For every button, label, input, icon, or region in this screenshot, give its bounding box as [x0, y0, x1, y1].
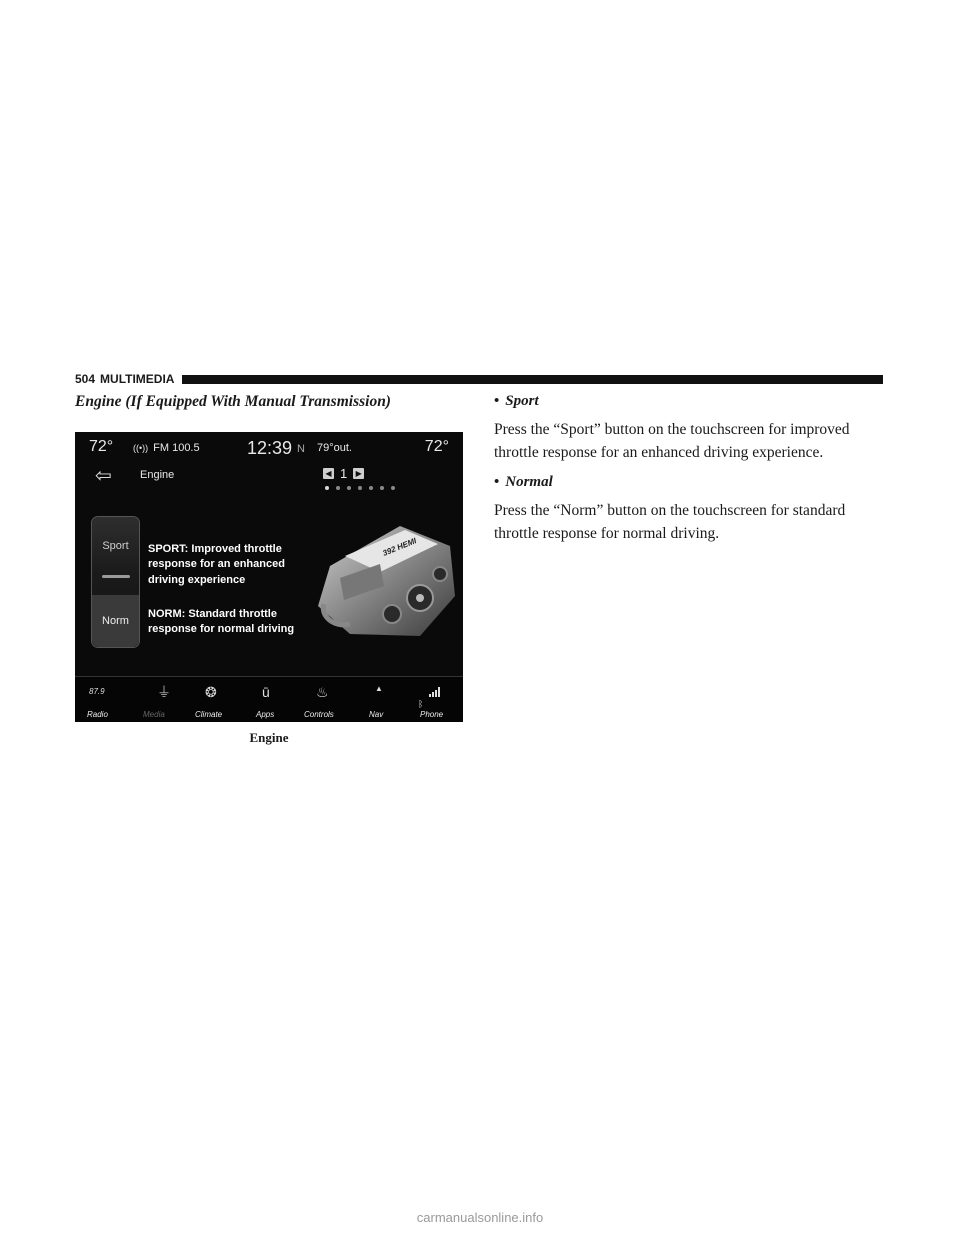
section-heading: Engine (If Equipped With Manual Transmission) — [75, 393, 391, 410]
controls-icon[interactable]: ♨ — [316, 684, 329, 700]
pager — [323, 466, 364, 481]
section-title: MULTIMEDIA — [100, 372, 175, 386]
page-dot — [369, 486, 373, 490]
signal-icon — [429, 687, 440, 697]
prev-page-icon[interactable]: ◀ — [323, 468, 334, 479]
bluetooth-icon: ᛒ — [418, 699, 424, 709]
radio-station: FM 100.5 — [153, 442, 200, 454]
compass: N — [297, 443, 305, 455]
page-dot — [325, 486, 329, 490]
dock-controls-label[interactable]: Controls — [304, 710, 334, 719]
bullet-normal: • Normal — [494, 474, 553, 490]
sport-norm-toggle[interactable] — [91, 516, 140, 648]
sport-button[interactable]: Sport — [92, 517, 139, 575]
page-header — [75, 372, 883, 386]
norm-description: NORM: Standard throttle response for normal driving — [148, 608, 295, 636]
bullet-normal-label: Normal — [505, 474, 553, 490]
page-dot — [358, 486, 362, 490]
engine-badge: 392 HEMI — [381, 536, 418, 558]
passenger-temp: 72° — [424, 438, 449, 455]
page-dot — [391, 486, 395, 490]
dock-nav-label[interactable]: Nav — [369, 710, 384, 719]
antenna-icon: ((•)) — [133, 443, 149, 453]
dock-climate-label[interactable]: Climate — [195, 710, 223, 719]
usb-icon[interactable]: ⏚ — [157, 684, 171, 700]
page-dot — [380, 486, 384, 490]
radio-indicator — [133, 442, 200, 454]
clock: 12:39 — [247, 438, 293, 458]
dock-phone-label[interactable]: Phone — [420, 710, 444, 719]
toggle-indicator — [102, 575, 130, 578]
apps-icon[interactable]: ū — [262, 684, 270, 700]
sport-paragraph: Press the “Sport” button on the touchscreen for improved throttle response for an enhanced driving experience. — [494, 421, 850, 461]
bullet-sport: • Sport — [494, 393, 539, 409]
back-arrow-icon[interactable]: ⇦ — [95, 465, 112, 487]
nav-icon[interactable]: ▲ — [375, 684, 383, 693]
climate-icon[interactable]: ❂ — [205, 684, 217, 700]
page-indicator: 1 — [340, 466, 348, 481]
page-dot — [336, 486, 340, 490]
sport-description: SPORT: Improved throttle response for an enhanced driving experience — [148, 543, 285, 586]
figure-caption: Engine — [249, 730, 289, 745]
right-column — [494, 393, 884, 555]
page-number: 504 — [75, 372, 96, 386]
bullet-sport-label: Sport — [505, 393, 539, 409]
radio-frequency: 87.9 — [89, 687, 105, 696]
touchscreen-figure — [75, 432, 463, 722]
outside-temp: 79°out. — [317, 442, 352, 454]
engine-image — [310, 516, 460, 644]
page-dots — [325, 486, 395, 490]
driver-temp: 72° — [89, 438, 114, 455]
watermark[interactable]: carmanualsonline.info — [416, 1210, 544, 1225]
bottom-dock — [75, 676, 463, 722]
dock-apps-label[interactable]: Apps — [256, 710, 275, 719]
dock-media-label[interactable]: Media — [143, 710, 165, 719]
next-page-icon[interactable]: ▶ — [353, 468, 364, 479]
normal-paragraph: Press the “Norm” button on the touchscreen for standard throttle response for normal driving. — [494, 502, 846, 542]
header-rule — [182, 375, 883, 384]
norm-button[interactable]: Norm — [92, 595, 139, 647]
screen-title: Engine — [140, 469, 175, 481]
dock-radio-label[interactable]: Radio — [87, 710, 108, 719]
page-dot — [347, 486, 351, 490]
